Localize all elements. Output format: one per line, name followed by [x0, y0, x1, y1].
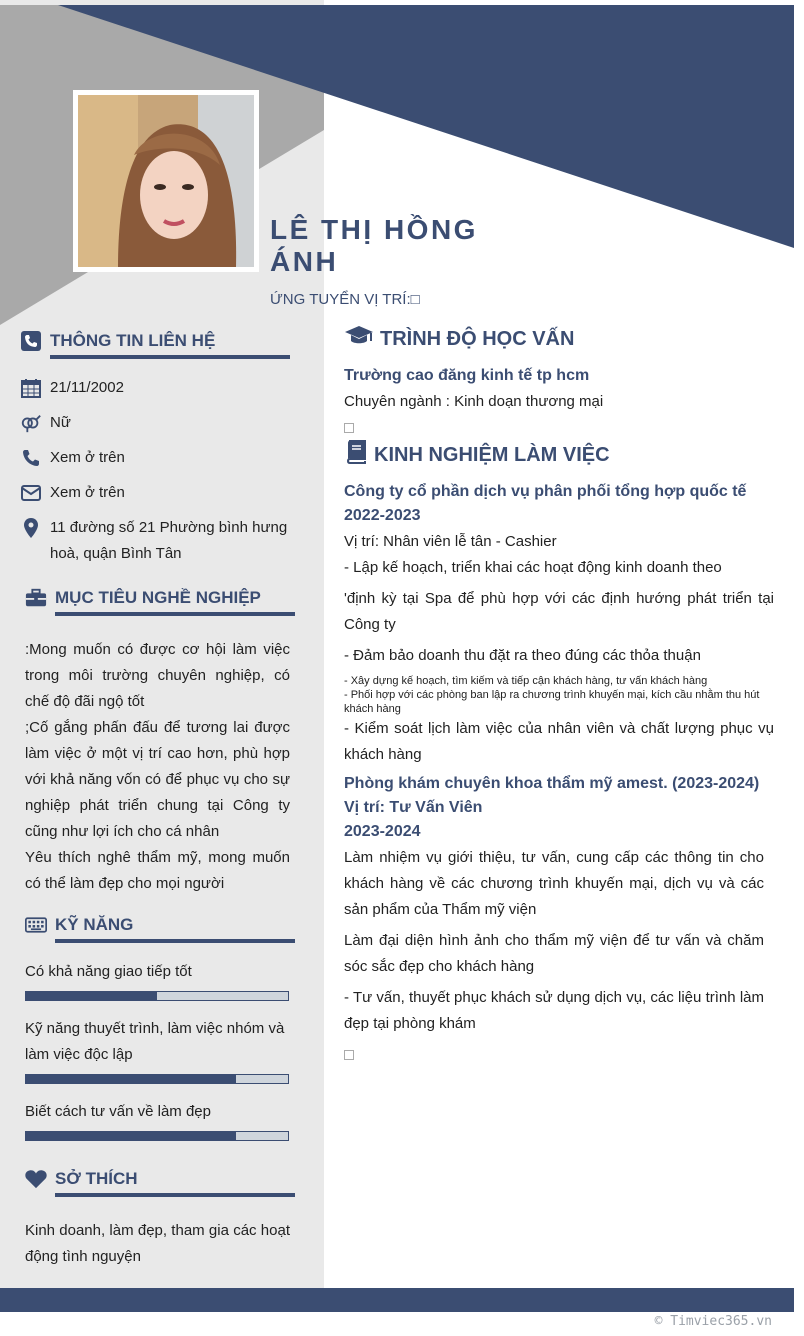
- copyright-text: © Timviec365.vn: [654, 1314, 772, 1329]
- experience-title-text: KINH NGHIỆM LÀM VIỆC: [374, 443, 610, 466]
- objective-title-underline: [55, 612, 295, 616]
- contact-gender-row: [20, 410, 290, 436]
- skill-name-2: Kỹ năng thuyết trình, làm việc nhóm và làm việc độc lập: [25, 1020, 285, 1063]
- contact-title-underline: [50, 355, 290, 359]
- gender-icon: [20, 410, 42, 436]
- job1-duty-6: - Kiểm soát lịch làm việc của nhân viên và chất lượng phục vụ khách hàng: [344, 720, 774, 763]
- skills-section-title: [25, 914, 133, 936]
- hobbies-text: Kinh doanh, làm đẹp, tham gia các hoạt động tình nguyện: [25, 1222, 290, 1265]
- job2-period: 2023-2024: [344, 823, 421, 840]
- candidate-name: [270, 214, 510, 278]
- contact-phone-row: [20, 445, 290, 471]
- briefcase-icon: [25, 587, 47, 609]
- skill-bar-1: [25, 991, 289, 1001]
- skills-title-underline: [55, 939, 295, 943]
- job1-company: Công ty cổ phần dịch vụ phân phối tổng hợp quốc tế: [344, 483, 747, 500]
- hobbies-title-text: SỞ THÍCH: [55, 1169, 138, 1188]
- keyboard-icon: [25, 914, 47, 936]
- hobbies-title-underline: [55, 1193, 295, 1197]
- experience-section-title: [344, 440, 610, 470]
- contact-address-row: [20, 515, 290, 567]
- objective-paragraph-3: Yêu thích nghê thẩm mỹ, mong muốn có thể làm đẹp cho mọi người: [25, 849, 290, 892]
- name-line-2: ÁNH: [270, 246, 339, 277]
- job2-duty-2: Làm đại diện hình ảnh cho thẩm mỹ viện để tư vấn và chăm sóc sắc đẹp cho khách hàng: [344, 932, 764, 975]
- objective-paragraph-2: ;Cố gắng phấn đấu để tương lai được làm việc ở một vị trí cao hơn, phù hợp với khả năng vốn có để phục vụ cho sự nghiệp phát triển chung tại Công ty cũng như lợi ích cho cá nhân: [25, 719, 290, 840]
- skills-title-text: KỸ NĂNG: [55, 915, 134, 934]
- profile-photo: [78, 95, 254, 267]
- gender-value: Nữ: [50, 414, 71, 431]
- job1-duty-4: - Xây dựng kế hoạch, tìm kiếm và tiếp cận khách hàng, tư vấn khách hàng: [344, 675, 708, 687]
- education-major: Chuyên ngành : Kinh doạn thương mại: [344, 393, 604, 410]
- job1-duty-3: - Đảm bảo doanh thu đặt ra theo đúng các thỏa thuận: [344, 647, 701, 664]
- job1-duty-5: - Phối hợp với các phòng ban lập ra chương trình khuyến mại, kích cầu nhằm thu hút khách hàng: [344, 689, 760, 715]
- position-label: ỨNG TUYỂN VỊ TRÍ:□: [270, 291, 420, 308]
- phone-value: Xem ở trên: [50, 449, 125, 466]
- empty-glyph-box-2: [344, 1050, 354, 1060]
- birthday-value: 21/11/2002: [50, 379, 124, 396]
- skill-name-1: Có khả năng giao tiếp tốt: [25, 963, 192, 980]
- job1-duty-2: 'định kỳ tại Spa để phù hợp với các định hướng phát triển tại Công ty: [344, 590, 774, 633]
- objective-paragraph-1: :Mong muốn có được cơ hội làm việc trong môi trường chuyên nghiệp, có chế độ đãi ngộ tốt: [25, 641, 290, 710]
- job2-company: Phòng khám chuyên khoa thẩm mỹ amest. (2023-2024): [344, 775, 760, 792]
- skill-bar-2: [25, 1074, 289, 1084]
- education-title-text: TRÌNH ĐỘ HỌC VẤN: [380, 327, 575, 350]
- job2-role: Vị trí: Tư Vấn Viên: [344, 799, 483, 816]
- address-value: 11 đường số 21 Phường bình hưng hoà, quận Bình Tân: [50, 519, 288, 562]
- graduation-cap-icon: [344, 324, 374, 354]
- map-marker-icon: [20, 515, 42, 541]
- book-icon: [344, 440, 368, 470]
- contact-birthday-row: [20, 375, 290, 401]
- email-value: Xem ở trên: [50, 484, 125, 501]
- skill-name-3: Biết cách tư vấn về làm đẹp: [25, 1103, 211, 1120]
- job2-duty-1: Làm nhiệm vụ giới thiệu, tư vấn, cung cấp các thông tin cho khách hàng về các chương trình khuyến mại, dịch vụ và các sản phẩm của Thẩm mỹ viện: [344, 849, 764, 918]
- calendar-icon: [20, 375, 42, 401]
- footer-band: [0, 1288, 794, 1312]
- contact-title-text: THÔNG TIN LIÊN HỆ: [50, 331, 216, 350]
- job1-duty-1: - Lập kế hoạch, triển khai các hoạt động kinh doanh theo: [344, 559, 722, 576]
- empty-glyph-box: [344, 423, 354, 433]
- name-line-1: LÊ THỊ HỒNG: [270, 214, 478, 245]
- skill-bar-fill-1: [26, 992, 157, 1000]
- job2-duty-3: - Tư vấn, thuyết phục khách sử dụng dịch vụ, các liệu trình làm đẹp tại phòng khám: [344, 989, 764, 1032]
- envelope-icon: [20, 480, 42, 506]
- phone-square-icon: [20, 330, 42, 352]
- objective-title-text: MỤC TIÊU NGHỀ NGHIỆP: [55, 588, 261, 607]
- profile-photo-frame: [73, 90, 259, 272]
- heart-icon: [25, 1168, 47, 1190]
- skill-bar-fill-2: [26, 1075, 236, 1083]
- hobbies-section-title: [25, 1168, 138, 1190]
- contact-email-row: [20, 480, 290, 506]
- skill-bar-fill-3: [26, 1132, 236, 1140]
- contact-section-title: [20, 330, 215, 352]
- education-school: Trường cao đăng kinh tế tp hcm: [344, 367, 590, 384]
- skill-bar-3: [25, 1131, 289, 1141]
- education-section-title: [344, 324, 574, 354]
- job1-role: Vị trí: Nhân viên lễ tân - Cashier: [344, 533, 557, 550]
- phone-icon: [20, 445, 42, 471]
- job1-period: 2022-2023: [344, 507, 421, 524]
- objective-section-title: [25, 587, 261, 609]
